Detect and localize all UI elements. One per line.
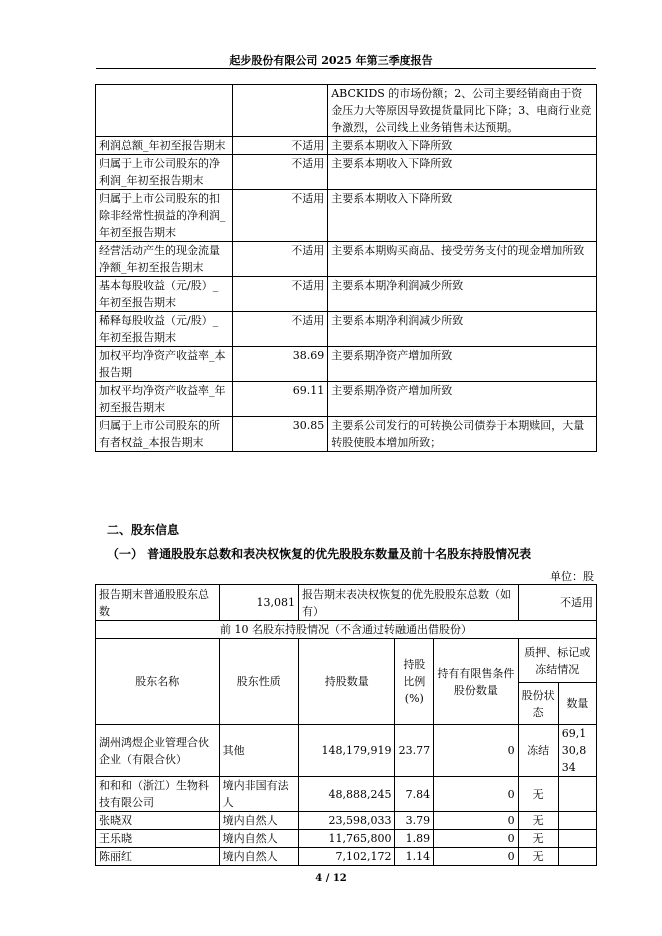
reason-cell: 主要系本期净利润减少所致: [328, 312, 597, 347]
holder-qty: [558, 777, 596, 812]
table-row: [96, 137, 597, 155]
item-name-cell: 基本每股收益（元/股）_年初至报告期末: [96, 277, 233, 312]
holder-ratio: 23.77: [395, 725, 434, 777]
header-shares: 持股数量: [299, 639, 395, 725]
preferred-holders-label: 报告期末表决权恢复的优先股股东总数（如有）: [299, 585, 519, 621]
holder-status: 无: [518, 848, 558, 866]
holder-name: 张晓双: [96, 812, 220, 830]
holder-status: 无: [518, 812, 558, 830]
preferred-holders-value: 不适用: [518, 585, 596, 621]
change-value-cell: 69.11: [232, 382, 327, 417]
change-value-cell: 不适用: [232, 277, 327, 312]
table-row: [96, 725, 597, 777]
table-row: [96, 277, 597, 312]
holder-ratio: 7.84: [395, 777, 434, 812]
header-qty: 数量: [558, 683, 596, 725]
item-name-cell: 经营活动产生的现金流量净额_年初至报告期末: [96, 242, 233, 277]
change-value-cell: 不适用: [232, 155, 327, 190]
total-holders-label: 报告期末普通股股东总数: [96, 585, 220, 621]
item-name-cell: 归属于上市公司股东的净利润_年初至报告期末: [96, 155, 233, 190]
table-row: [96, 382, 597, 417]
change-value-cell: 不适用: [232, 242, 327, 277]
reason-cell: 主要系本期收入下降所致: [328, 155, 597, 190]
caption-row: [96, 621, 597, 639]
header-row: [96, 639, 597, 683]
table-row: [96, 155, 597, 190]
holder-name: 湖州鸿煜企业管理合伙企业（有限合伙）: [96, 725, 220, 777]
page-number: 4 / 12: [315, 873, 347, 884]
change-value-cell: [232, 85, 327, 137]
change-value-cell: 30.85: [232, 417, 327, 452]
holder-status: 无: [518, 830, 558, 848]
table-row: [96, 848, 597, 866]
table-row: [96, 812, 597, 830]
header-status: 股份状态: [518, 683, 558, 725]
reason-cell: 主要系本期净利润减少所致: [328, 277, 597, 312]
header-restricted: 持有有限售条件股份数量: [434, 639, 518, 725]
holder-shares: 48,888,245: [299, 777, 395, 812]
holder-qty: [558, 848, 596, 866]
reason-cell: 主要系本期购买商品、接受劳务支付的现金增加所致: [328, 242, 597, 277]
holder-nature: 境内自然人: [219, 848, 298, 866]
holder-qty: [558, 812, 596, 830]
unit-label: 单位：股: [550, 570, 594, 583]
summary-row: [96, 585, 597, 621]
holder-status: 冻结: [518, 725, 558, 777]
page-header: 起步股份有限公司 2025 年第三季度报告: [229, 54, 433, 67]
holder-nature: 境内自然人: [219, 812, 298, 830]
holder-restricted: 0: [434, 848, 518, 866]
holder-ratio: 1.89: [395, 830, 434, 848]
holder-name: 陈丽红: [96, 848, 220, 866]
reason-cell: ABCKIDS 的市场份额；2、公司主要经销商由于资金压力大等原因导致提货量同比下降；3、电商行业竞争激烈，公司线上业务销售未达预期。: [328, 85, 597, 137]
header-name: 股东名称: [96, 639, 220, 725]
holder-name: 王乐晓: [96, 830, 220, 848]
table-row: [96, 312, 597, 347]
header-ratio: 持股比例(%): [395, 639, 434, 725]
section-title: 二、股东信息: [107, 523, 180, 537]
table-row: [96, 190, 597, 242]
reason-cell: 主要系本期收入下降所致: [328, 137, 597, 155]
holder-nature: 境内非国有法人: [219, 777, 298, 812]
holder-restricted: 0: [434, 830, 518, 848]
holder-nature: 其他: [219, 725, 298, 777]
change-value-cell: 不适用: [232, 312, 327, 347]
change-value-cell: 38.69: [232, 347, 327, 382]
item-name-cell: 归属于上市公司股东的所有者权益_本报告期末: [96, 417, 233, 452]
table-row: [96, 417, 597, 452]
item-name-cell: 加权平均净资产收益率_年初至报告期末: [96, 382, 233, 417]
item-name-cell: 利润总额_年初至报告期末: [96, 137, 233, 155]
holder-ratio: 1.14: [395, 848, 434, 866]
top10-caption: 前 10 名股东持股情况（不含通过转融通出借股份）: [96, 621, 597, 639]
holder-ratio: 3.79: [395, 812, 434, 830]
table-row: [96, 347, 597, 382]
table-row: [96, 830, 597, 848]
shareholder-table: [95, 584, 597, 866]
holder-shares: 7,102,172: [299, 848, 395, 866]
change-value-cell: 不适用: [232, 137, 327, 155]
item-name-cell: 稀释每股收益（元/股）_年初至报告期末: [96, 312, 233, 347]
change-value-cell: 不适用: [232, 190, 327, 242]
reason-cell: 主要系期净资产增加所致: [328, 382, 597, 417]
table-row: [96, 85, 597, 137]
item-name-cell: 归属于上市公司股东的扣除非经常性损益的净利润_年初至报告期末: [96, 190, 233, 242]
header-nature: 股东性质: [219, 639, 298, 725]
holder-restricted: 0: [434, 777, 518, 812]
section-subtitle: （一） 普通股股东总数和表决权恢复的优先股股东数量及前十名股东持股情况表: [107, 547, 532, 561]
reason-cell: 主要系公司发行的可转换公司债券于本期赎回，大量转股使股本增加所致；: [328, 417, 597, 452]
holder-restricted: 0: [434, 725, 518, 777]
item-name-cell: [96, 85, 233, 137]
holder-qty: [558, 830, 596, 848]
reason-cell: 主要系本期收入下降所致: [328, 190, 597, 242]
holder-status: 无: [518, 777, 558, 812]
holder-restricted: 0: [434, 812, 518, 830]
total-holders-value: 13,081: [219, 585, 298, 621]
header-divider: [96, 68, 596, 69]
holder-qty: 69,130,834: [558, 725, 596, 777]
table-row: [96, 777, 597, 812]
holder-nature: 境内自然人: [219, 830, 298, 848]
holder-name: 和和和（浙江）生物科技有限公司: [96, 777, 220, 812]
financial-change-table: [95, 84, 597, 452]
item-name-cell: 加权平均净资产收益率_本报告期: [96, 347, 233, 382]
holder-shares: 148,179,919: [299, 725, 395, 777]
holder-shares: 23,598,033: [299, 812, 395, 830]
reason-cell: 主要系期净资产增加所致: [328, 347, 597, 382]
table-row: [96, 242, 597, 277]
header-pledge: 质押、标记或冻结情况: [518, 639, 596, 683]
holder-shares: 11,765,800: [299, 830, 395, 848]
